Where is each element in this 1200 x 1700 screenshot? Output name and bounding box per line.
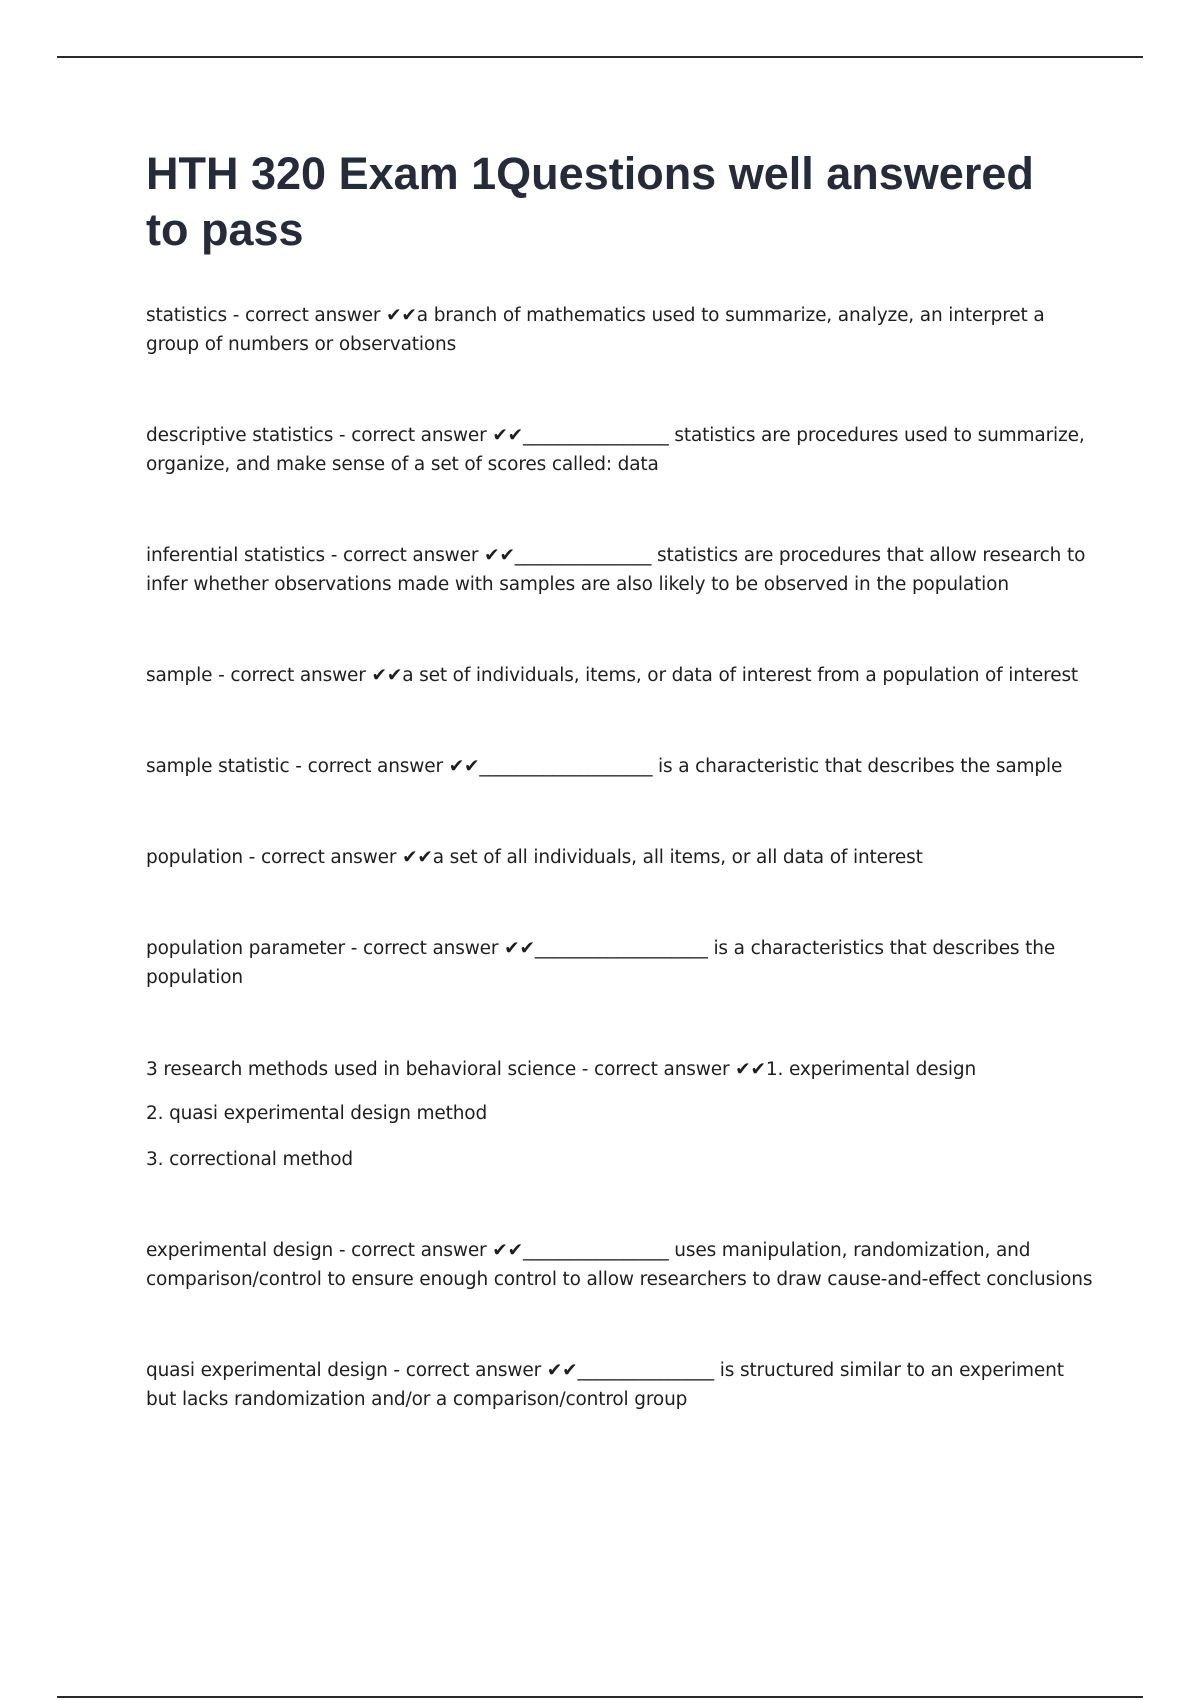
entry-term: descriptive statistics: [146, 425, 334, 446]
entry-answer: a set of individuals, items, or data of interest from a population of interest: [402, 665, 1079, 686]
entry-term: population: [146, 847, 243, 868]
double-check-icon: ✔✔: [484, 545, 515, 566]
qa-entry-research-methods: [146, 1055, 1094, 1084]
qa-entry-quasi-experimental-design: [146, 1356, 1094, 1414]
entry-term: statistics: [146, 305, 227, 326]
entry-answer: ___________________ is a characteristic that describes the sample: [479, 756, 1063, 777]
bottom-rule: [57, 1696, 1143, 1698]
entry-term: sample statistic: [146, 756, 290, 777]
qa-entry-sample: [146, 661, 1094, 690]
entry-separator: - correct answer: [212, 665, 372, 686]
entry-term: experimental design: [146, 1240, 334, 1261]
entry-answer: a set of all individuals, all items, or all data of interest: [432, 847, 923, 868]
document-title: HTH 320 Exam 1Questions well answered to pass: [146, 148, 1034, 255]
double-check-icon: ✔✔: [371, 665, 403, 686]
entry-separator: - correct answer: [242, 847, 403, 868]
qa-entry-sample-statistic: [146, 752, 1094, 781]
top-rule: [57, 56, 1143, 58]
entry-answer: _______________ statistics are procedures that allow research to infer whether observations made with samples are also likely to be observed in the population: [146, 545, 1086, 595]
entry-separator: - correct answer: [289, 756, 449, 777]
double-check-icon: ✔✔: [492, 1240, 523, 1261]
entry-term: sample: [146, 665, 213, 686]
qa-entry-descriptive-statistics: [146, 421, 1094, 479]
qa-entry-statistics: [146, 301, 1094, 359]
double-check-icon: ✔✔: [448, 756, 480, 777]
entry-separator: - correct answer: [324, 545, 485, 566]
entry-answer: ___________________ is a characteristics that describes the population: [146, 938, 1056, 988]
double-check-icon: ✔✔: [402, 847, 433, 868]
research-method-line: 3. correctional method: [146, 1149, 353, 1170]
double-check-icon: ✔✔: [504, 938, 535, 959]
entry-term: inferential statistics: [146, 545, 325, 566]
entry-separator: - correct answer: [226, 305, 387, 326]
double-check-icon: ✔✔: [546, 1360, 578, 1381]
entry-separator: - correct answer: [345, 938, 505, 959]
qa-entry-inferential-statistics: [146, 541, 1094, 599]
entry-term: 3 research methods used in behavioral science: [146, 1059, 577, 1080]
entry-answer: 1. experimental design: [765, 1059, 977, 1080]
entry-answer: ________________ uses manipulation, randomization, and comparison/control to ensure enough control to allow researchers to draw cause-and-effect conclusions: [146, 1240, 1093, 1290]
research-method-line: 2. quasi experimental design method: [146, 1103, 488, 1124]
entry-answer: ________________ statistics are procedures used to summarize, organize, and make sense of a set of scores called: data: [146, 425, 1085, 475]
entry-term: quasi experimental design: [146, 1360, 388, 1381]
qa-entry-population: [146, 843, 1094, 872]
entry-separator: - correct answer: [387, 1360, 547, 1381]
qa-entry-experimental-design: [146, 1236, 1094, 1294]
entry-answer: a branch of mathematics used to summarize, analyze, an interpret a group of numbers or observations: [146, 305, 1045, 355]
entry-separator: - correct answer: [576, 1059, 736, 1080]
entry-separator: - correct answer: [333, 425, 493, 446]
entry-term: population parameter: [146, 938, 345, 959]
entry-separator: - correct answer: [333, 1240, 493, 1261]
double-check-icon: ✔✔: [492, 425, 524, 446]
entry-answer: _______________ is structured similar to an experiment but lacks randomization and/or a comparison/control group: [146, 1360, 1064, 1410]
double-check-icon: ✔✔: [386, 305, 417, 326]
double-check-icon: ✔✔: [735, 1059, 766, 1080]
qa-entry-population-parameter: [146, 934, 1094, 992]
